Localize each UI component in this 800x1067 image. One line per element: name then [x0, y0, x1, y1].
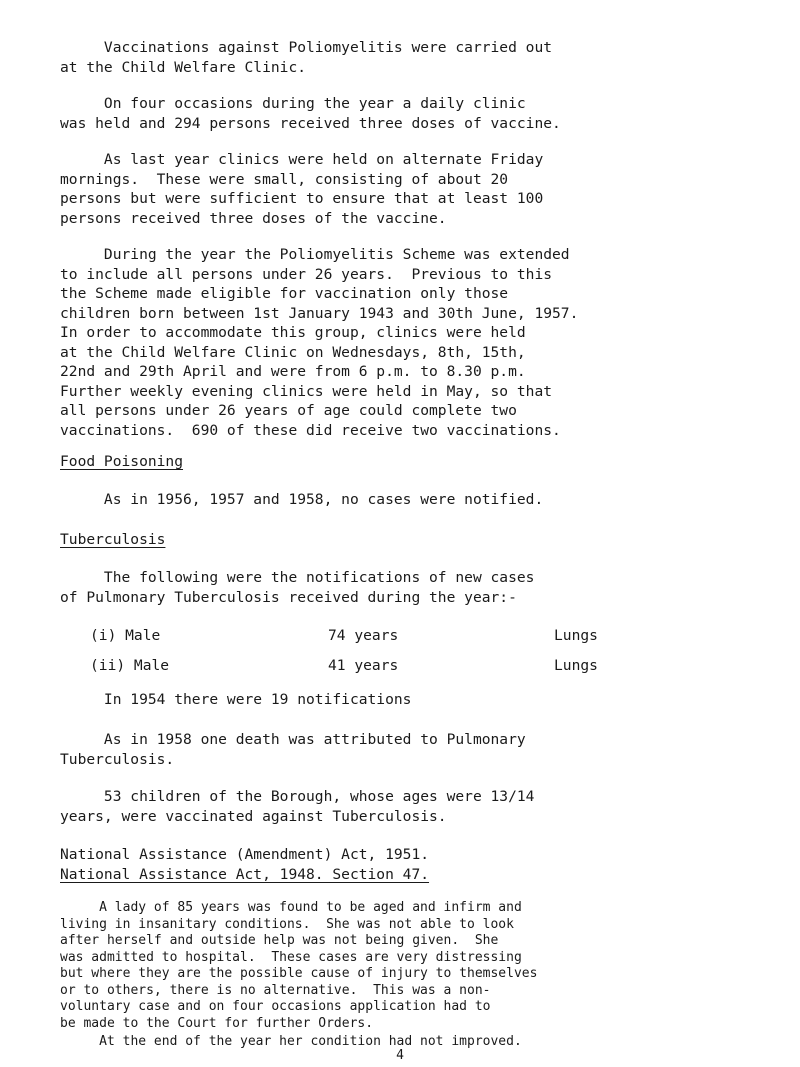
- national-assistance-case-paragraph: A lady of 85 years was found to be aged and infirm and living in insanitary conditions. She was not able to look after herself and outside help was not being given. She was admitted to hospital. These cases are very distressing but where they are the possible cause of injury to themselves or to others, there is no alternative. This was a non- voluntary case and on four occasions application had to be made to the Court for further Orders.: [60, 900, 538, 1031]
- friday-clinics-paragraph: As last year clinics were held on alternate Friday mornings. These were small, consisting of about 20 persons but were sufficient to ensure that at least 100 persons received three doses of the vaccine.: [60, 151, 544, 227]
- food-poisoning-heading: Food Poisoning: [60, 453, 184, 470]
- tb-1954-notifications: In 1954 there were 19 notifications: [60, 691, 412, 708]
- scheme-extension-paragraph: During the year the Poliomyelitis Scheme was extended to include all persons under 26 years. Previous to this the Scheme made eligible for vaccination only those children born between 1st January 1943 and 30th June, 1957. In order to accommodate this group, clinics were held at the Child Welfare Clinic on Wednesdays, 8th, 15th, 22nd and 29th April and were from 6 p.m. to 8.30 p.m. Further weekly evening clinics were held in May, so that all persons under 26 years of age could complete two vaccinations. 690 of these did receive two vaccinations.: [60, 246, 579, 439]
- tb-case-label: (i) Male: [90, 627, 161, 644]
- condition-outcome-paragraph: At the end of the year her condition had not improved.: [60, 1034, 522, 1049]
- daily-clinic-paragraph: On four occasions during the year a daily clinic was held and 294 persons received three doses of vaccine.: [60, 95, 561, 132]
- national-assistance-section-heading: National Assistance Act, 1948. Section 47.: [60, 866, 430, 883]
- tb-case-age: 41 years: [328, 657, 399, 674]
- national-assistance-amendment-title: National Assistance (Amendment) Act, 1951.: [60, 846, 430, 863]
- tb-vaccination-paragraph: 53 children of the Borough, whose ages were 13/14 years, were vaccinated against Tuberculosis.: [60, 788, 535, 825]
- tb-case-site: Lungs: [554, 657, 598, 674]
- tb-death-paragraph: As in 1958 one death was attributed to Pulmonary Tuberculosis.: [60, 731, 526, 768]
- tb-case-label: (ii) Male: [90, 657, 170, 674]
- polio-intro-paragraph: Vaccinations against Poliomyelitis were carried out at the Child Welfare Clinic.: [60, 39, 553, 76]
- tb-notifications-intro: The following were the notifications of new cases of Pulmonary Tuberculosis received during the year:-: [60, 569, 535, 606]
- tb-case-age: 74 years: [328, 627, 399, 644]
- food-poisoning-paragraph: As in 1956, 1957 and 1958, no cases were notified.: [60, 491, 544, 508]
- tb-case-site: Lungs: [554, 627, 598, 644]
- tuberculosis-heading: Tuberculosis: [60, 531, 166, 548]
- page-number: 4: [396, 1048, 404, 1063]
